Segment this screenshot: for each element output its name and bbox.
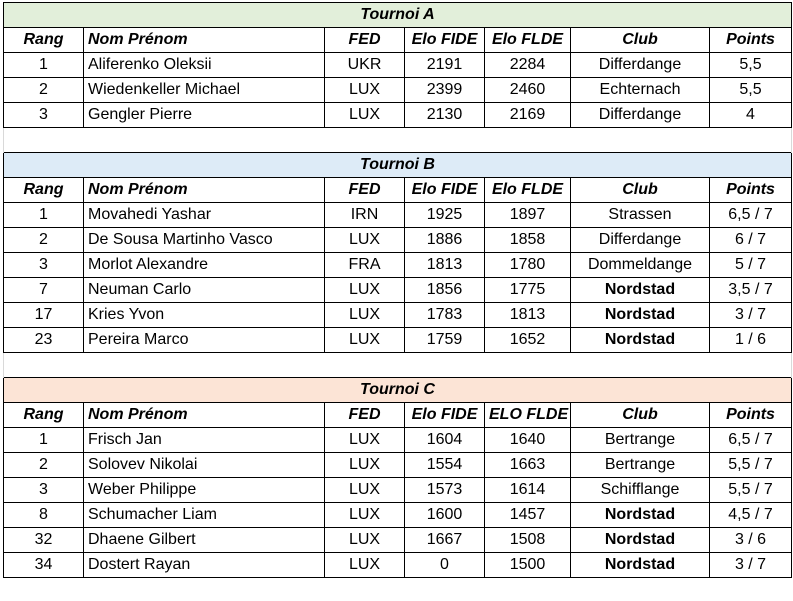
cell-points: 6,5 / 7: [710, 428, 792, 453]
cell-elo-fide: 2191: [405, 53, 485, 78]
cell-club: Nordstad: [571, 303, 710, 328]
column-header: Rang: [4, 28, 84, 53]
cell-elo-flde: 1858: [485, 228, 571, 253]
cell-points: 3,5 / 7: [710, 278, 792, 303]
cell-elo-fide: 1886: [405, 228, 485, 253]
cell-club: Differdange: [571, 228, 710, 253]
cell-club: Nordstad: [571, 278, 710, 303]
cell-name: Aliferenko Oleksii: [84, 53, 325, 78]
cell-name: Movahedi Yashar: [84, 203, 325, 228]
column-header: Club: [571, 403, 710, 428]
cell-elo-fide: 1554: [405, 453, 485, 478]
cell-name: De Sousa Martinho Vasco: [84, 228, 325, 253]
cell-points: 1 / 6: [710, 328, 792, 353]
cell-club: Nordstad: [571, 553, 710, 578]
cell-elo-flde: 1457: [485, 503, 571, 528]
cell-elo-fide: 1600: [405, 503, 485, 528]
cell-elo-flde: 1897: [485, 203, 571, 228]
tournament-title: Tournoi A: [4, 3, 792, 28]
table-row: [4, 503, 792, 528]
column-header: Nom Prénom: [84, 403, 325, 428]
results-sheet: [3, 2, 791, 578]
cell-elo-flde: 2460: [485, 78, 571, 103]
column-header: Club: [571, 178, 710, 203]
cell-fed: LUX: [325, 503, 405, 528]
cell-points: 5,5: [710, 78, 792, 103]
cell-rang: 7: [4, 278, 84, 303]
spacer-row: [4, 128, 792, 153]
cell-fed: LUX: [325, 428, 405, 453]
column-header: ELO FLDE: [485, 403, 571, 428]
cell-fed: LUX: [325, 278, 405, 303]
cell-rang: 2: [4, 228, 84, 253]
cell-elo-flde: 1663: [485, 453, 571, 478]
cell-name: Dostert Rayan: [84, 553, 325, 578]
cell-elo-flde: 1652: [485, 328, 571, 353]
cell-elo-flde: 1775: [485, 278, 571, 303]
cell-points: 5,5 / 7: [710, 478, 792, 503]
cell-club: Nordstad: [571, 503, 710, 528]
column-header: Rang: [4, 178, 84, 203]
cell-fed: LUX: [325, 303, 405, 328]
cell-elo-fide: 0: [405, 553, 485, 578]
cell-elo-fide: 1667: [405, 528, 485, 553]
spacer-cell: [4, 353, 792, 378]
table-row: [4, 303, 792, 328]
table-row: [4, 253, 792, 278]
cell-name: Schumacher Liam: [84, 503, 325, 528]
table-row: [4, 328, 792, 353]
cell-rang: 3: [4, 478, 84, 503]
cell-points: 5,5 / 7: [710, 453, 792, 478]
cell-rang: 3: [4, 103, 84, 128]
cell-elo-fide: 2399: [405, 78, 485, 103]
cell-elo-fide: 1783: [405, 303, 485, 328]
cell-club: Dommeldange: [571, 253, 710, 278]
column-header: Nom Prénom: [84, 28, 325, 53]
cell-rang: 3: [4, 253, 84, 278]
column-header: Points: [710, 28, 792, 53]
table-row: [4, 428, 792, 453]
cell-name: Solovev Nikolai: [84, 453, 325, 478]
cell-rang: 32: [4, 528, 84, 553]
table-row: [4, 53, 792, 78]
column-header: Points: [710, 403, 792, 428]
column-header: Elo FIDE: [405, 28, 485, 53]
tournament-title: Tournoi C: [4, 378, 792, 403]
cell-fed: LUX: [325, 553, 405, 578]
cell-elo-flde: 1508: [485, 528, 571, 553]
column-header: Elo FLDE: [485, 28, 571, 53]
table-row: [4, 528, 792, 553]
cell-points: 4: [710, 103, 792, 128]
table-row: [4, 453, 792, 478]
column-header: FED: [325, 178, 405, 203]
cell-name: Neuman Carlo: [84, 278, 325, 303]
cell-rang: 2: [4, 78, 84, 103]
cell-points: 3 / 7: [710, 303, 792, 328]
tournament-title-row: [4, 378, 792, 403]
cell-name: Pereira Marco: [84, 328, 325, 353]
cell-elo-flde: 2169: [485, 103, 571, 128]
cell-fed: IRN: [325, 203, 405, 228]
cell-rang: 34: [4, 553, 84, 578]
cell-elo-flde: 1614: [485, 478, 571, 503]
column-header-row: [4, 403, 792, 428]
results-table-body: [4, 3, 792, 578]
table-row: [4, 553, 792, 578]
cell-elo-flde: 1813: [485, 303, 571, 328]
results-table: [3, 2, 792, 578]
cell-fed: LUX: [325, 453, 405, 478]
cell-rang: 1: [4, 53, 84, 78]
cell-points: 4,5 / 7: [710, 503, 792, 528]
column-header: Nom Prénom: [84, 178, 325, 203]
cell-rang: 8: [4, 503, 84, 528]
column-header: FED: [325, 403, 405, 428]
table-row: [4, 78, 792, 103]
cell-club: Bertrange: [571, 428, 710, 453]
cell-elo-fide: 2130: [405, 103, 485, 128]
spacer-cell: [4, 128, 792, 153]
cell-fed: LUX: [325, 78, 405, 103]
cell-elo-flde: 1500: [485, 553, 571, 578]
cell-name: Dhaene Gilbert: [84, 528, 325, 553]
cell-club: Nordstad: [571, 328, 710, 353]
cell-points: 5,5: [710, 53, 792, 78]
table-row: [4, 478, 792, 503]
cell-club: Nordstad: [571, 528, 710, 553]
cell-elo-flde: 2284: [485, 53, 571, 78]
tournament-title-row: [4, 3, 792, 28]
column-header: Elo FIDE: [405, 403, 485, 428]
cell-name: Frisch Jan: [84, 428, 325, 453]
cell-rang: 1: [4, 203, 84, 228]
cell-club: Schifflange: [571, 478, 710, 503]
table-row: [4, 278, 792, 303]
cell-fed: LUX: [325, 103, 405, 128]
cell-name: Morlot Alexandre: [84, 253, 325, 278]
column-header: Rang: [4, 403, 84, 428]
cell-rang: 1: [4, 428, 84, 453]
column-header-row: [4, 178, 792, 203]
table-row: [4, 103, 792, 128]
cell-points: 6 / 7: [710, 228, 792, 253]
cell-fed: LUX: [325, 228, 405, 253]
cell-fed: LUX: [325, 478, 405, 503]
tournament-title: Tournoi B: [4, 153, 792, 178]
column-header: Points: [710, 178, 792, 203]
column-header: Elo FIDE: [405, 178, 485, 203]
cell-elo-fide: 1759: [405, 328, 485, 353]
column-header-row: [4, 28, 792, 53]
cell-rang: 23: [4, 328, 84, 353]
spacer-row: [4, 353, 792, 378]
cell-fed: LUX: [325, 328, 405, 353]
cell-club: Differdange: [571, 53, 710, 78]
cell-points: 6,5 / 7: [710, 203, 792, 228]
cell-elo-fide: 1813: [405, 253, 485, 278]
cell-fed: LUX: [325, 528, 405, 553]
cell-elo-flde: 1640: [485, 428, 571, 453]
cell-club: Echternach: [571, 78, 710, 103]
column-header: Club: [571, 28, 710, 53]
cell-points: 3 / 7: [710, 553, 792, 578]
cell-elo-flde: 1780: [485, 253, 571, 278]
cell-name: Weber Philippe: [84, 478, 325, 503]
cell-name: Gengler Pierre: [84, 103, 325, 128]
cell-fed: UKR: [325, 53, 405, 78]
cell-club: Strassen: [571, 203, 710, 228]
cell-rang: 17: [4, 303, 84, 328]
table-row: [4, 203, 792, 228]
cell-club: Bertrange: [571, 453, 710, 478]
cell-elo-fide: 1925: [405, 203, 485, 228]
table-row: [4, 228, 792, 253]
cell-club: Differdange: [571, 103, 710, 128]
tournament-title-row: [4, 153, 792, 178]
column-header: FED: [325, 28, 405, 53]
cell-elo-fide: 1856: [405, 278, 485, 303]
cell-points: 5 / 7: [710, 253, 792, 278]
cell-name: Kries Yvon: [84, 303, 325, 328]
cell-name: Wiedenkeller Michael: [84, 78, 325, 103]
cell-elo-fide: 1573: [405, 478, 485, 503]
cell-rang: 2: [4, 453, 84, 478]
column-header: Elo FLDE: [485, 178, 571, 203]
cell-points: 3 / 6: [710, 528, 792, 553]
cell-elo-fide: 1604: [405, 428, 485, 453]
cell-fed: FRA: [325, 253, 405, 278]
